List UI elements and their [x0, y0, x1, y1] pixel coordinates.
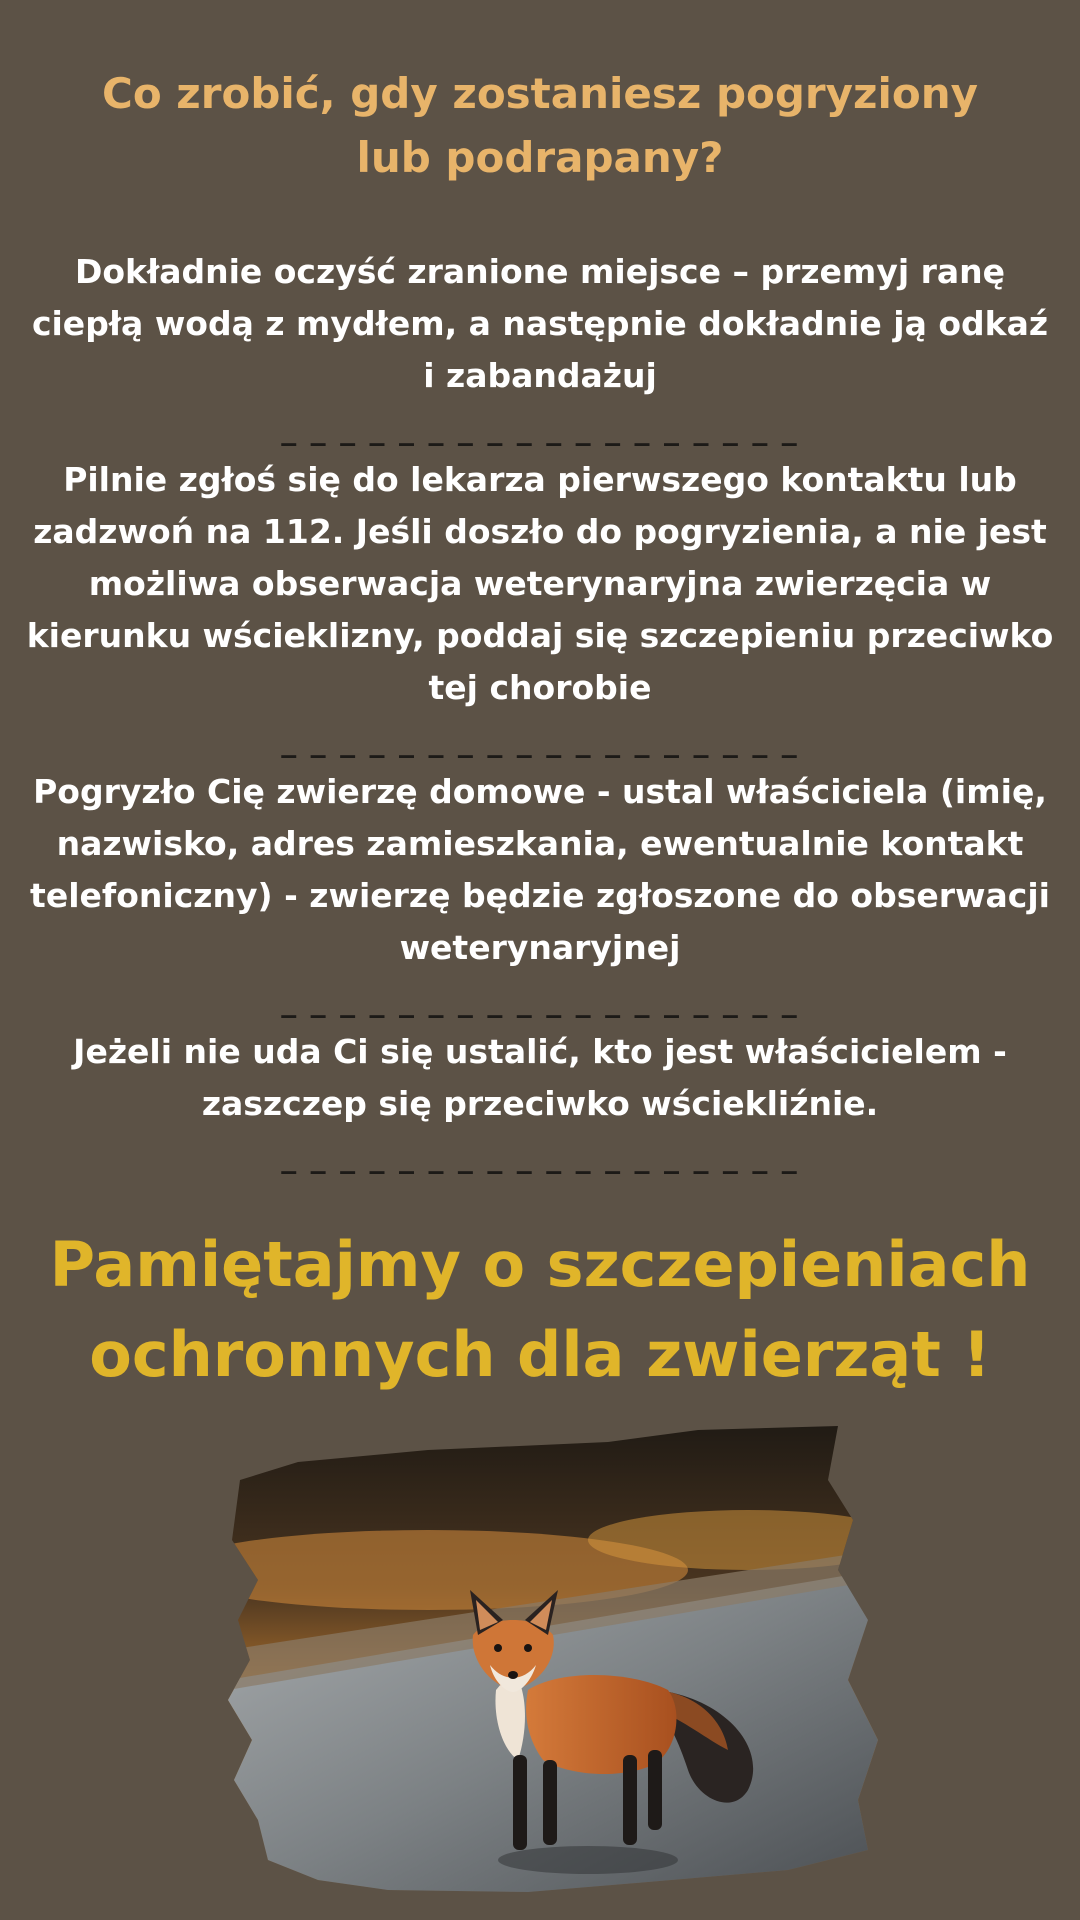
step-unknown-owner	[20, 1026, 1060, 1130]
step-line: i zabandażuj	[423, 356, 657, 395]
title-line-1: Co zrobić, gdy zostaniesz pogryziony	[102, 69, 978, 118]
step-line: zadzwoń na 112. Jeśli doszło do pogryzienia, a nie jest	[33, 512, 1047, 551]
step-line: Jeżeli nie uda Ci się ustalić, kto jest właścicielem -	[73, 1032, 1007, 1071]
step-domestic-animal	[20, 766, 1060, 974]
step-clean-wound	[20, 246, 1060, 402]
step-line: telefoniczny) - zwierzę będzie zgłoszone do obserwacji	[30, 876, 1050, 915]
slogan-line-2: ochronnych dla zwierząt !	[89, 1318, 991, 1391]
step-line: Dokładnie oczyść zranione miejsce – przemyj ranę	[74, 252, 1006, 291]
page-title	[0, 62, 1080, 190]
separator-1: _ _ _ _ _ _ _ _ _ _ _ _ _ _ _ _ _ _	[281, 412, 799, 447]
slogan-line-1: Pamiętajmy o szczepieniach	[49, 1228, 1031, 1301]
step-line: możliwa obserwacja weterynaryjna zwierzęcia w	[88, 564, 992, 603]
step-see-doctor	[20, 454, 1060, 714]
step-line: Pogryzło Cię zwierzę domowe - ustal właściciela (imię,	[33, 772, 1047, 811]
separator-2: _ _ _ _ _ _ _ _ _ _ _ _ _ _ _ _ _ _	[281, 724, 799, 759]
step-line: weterynaryjnej	[399, 928, 681, 967]
title-line-2: lub podrapany?	[356, 133, 724, 182]
separator-4: _ _ _ _ _ _ _ _ _ _ _ _ _ _ _ _ _ _	[281, 1140, 799, 1175]
step-line: ciepłą wodą z mydłem, a następnie dokładnie ją odkaź	[31, 304, 1049, 343]
step-line: nazwisko, adres zamieszkania, ewentualnie kontakt	[56, 824, 1024, 863]
step-line: tej chorobie	[428, 668, 652, 707]
step-line: kierunku wścieklizny, poddaj się szczepieniu przeciwko	[26, 616, 1054, 655]
separator-3: _ _ _ _ _ _ _ _ _ _ _ _ _ _ _ _ _ _	[281, 984, 799, 1019]
step-line: Pilnie zgłoś się do lekarza pierwszego kontaktu lub	[63, 460, 1017, 499]
step-line: zaszczep się przeciwko wściekliźnie.	[201, 1084, 879, 1123]
vaccination-slogan	[0, 1220, 1080, 1400]
fox-photo	[228, 1420, 878, 1900]
